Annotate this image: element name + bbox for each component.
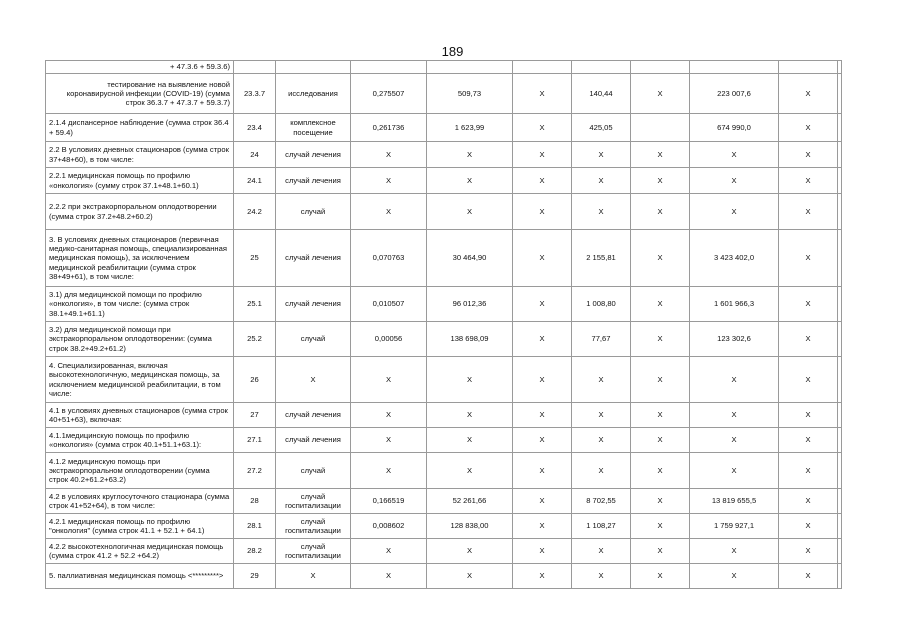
row-cell: X [779, 489, 838, 514]
row-code-cell [234, 61, 276, 74]
row-cell: X [779, 514, 838, 539]
row-cost-cell: 1 623,99 [427, 114, 513, 142]
row-cell: X [572, 142, 631, 168]
row-cell: X [631, 168, 690, 194]
table-row [46, 357, 842, 403]
row-unit-cell: случай [276, 453, 351, 489]
row-code-cell: 27 [234, 403, 276, 428]
table-row [46, 168, 842, 194]
row-cell: X [513, 142, 572, 168]
row-cell [838, 194, 842, 230]
row-cost-cell [427, 61, 513, 74]
page-number: 189 [441, 44, 464, 59]
row-cost-cell: 138 698,09 [427, 322, 513, 357]
row-cell: X [572, 539, 631, 564]
row-cell: X [779, 287, 838, 322]
row-cell: X [572, 564, 631, 589]
row-cell: 1 008,80 [572, 287, 631, 322]
row-cell: X [513, 539, 572, 564]
row-name-cell: 2.2.1 медицинская помощь по профилю «онкология» (сумму строк 37.1+48.1+60.1) [46, 168, 234, 194]
row-cell: X [690, 194, 779, 230]
row-cell [838, 230, 842, 287]
table-row [46, 514, 842, 539]
row-cost-cell: X [427, 142, 513, 168]
row-cell: X [513, 287, 572, 322]
row-code-cell: 27.1 [234, 428, 276, 453]
row-unit-cell: случай лечения [276, 230, 351, 287]
row-cell: 425,05 [572, 114, 631, 142]
table-row [46, 322, 842, 357]
row-cell: X [631, 403, 690, 428]
row-cell: X [513, 403, 572, 428]
row-cost-cell: X [427, 357, 513, 403]
table-row [46, 74, 842, 114]
row-code-cell: 25.2 [234, 322, 276, 357]
table-row [46, 539, 842, 564]
row-cell: X [690, 428, 779, 453]
row-cell: X [513, 230, 572, 287]
row-cell [572, 61, 631, 74]
row-name-cell: 2.2 В условиях дневных стационаров (сумма строк 37+48+60), в том числе: [46, 142, 234, 168]
row-cell: X [690, 564, 779, 589]
row-unit-cell: случай [276, 322, 351, 357]
row-cell [631, 61, 690, 74]
row-unit-cell: случай госпитализации [276, 514, 351, 539]
row-code-cell: 24 [234, 142, 276, 168]
row-cost-cell: X [427, 539, 513, 564]
row-unit-cell: случай лечения [276, 403, 351, 428]
row-cell [838, 564, 842, 589]
row-cost-cell: 128 838,00 [427, 514, 513, 539]
row-norm-cell: X [351, 194, 427, 230]
row-cost-cell: X [427, 564, 513, 589]
row-cell [838, 428, 842, 453]
row-cell: X [631, 230, 690, 287]
row-code-cell: 28 [234, 489, 276, 514]
table-row [46, 230, 842, 287]
row-name-cell: 4. Специализированная, включая высокотехнологичную, медицинская помощь, за исключением медицинской реабилитации, в том числе: [46, 357, 234, 403]
row-cell: X [513, 322, 572, 357]
row-cell [838, 539, 842, 564]
row-norm-cell: X [351, 453, 427, 489]
row-unit-cell: X [276, 357, 351, 403]
row-cell: X [572, 168, 631, 194]
row-unit-cell [276, 61, 351, 74]
row-cell: X [572, 453, 631, 489]
row-cell: X [690, 539, 779, 564]
row-cell: X [779, 142, 838, 168]
row-cost-cell: X [427, 168, 513, 194]
row-cost-cell: X [427, 453, 513, 489]
row-cell: X [631, 514, 690, 539]
row-cell: X [779, 74, 838, 114]
row-cell: 123 302,6 [690, 322, 779, 357]
row-cell: X [690, 168, 779, 194]
row-cell: 1 759 927,1 [690, 514, 779, 539]
row-norm-cell: 0,261736 [351, 114, 427, 142]
tariff-table [45, 60, 842, 589]
row-cell: 77,67 [572, 322, 631, 357]
table-row [46, 142, 842, 168]
row-name-cell: 4.1.2 медицинскую помощь при экстракорпоральном оплодотворении (сумма строк 40.2+61.2+63.2) [46, 453, 234, 489]
row-norm-cell: 0,275507 [351, 74, 427, 114]
row-cell: 674 990,0 [690, 114, 779, 142]
table-row [46, 428, 842, 453]
row-cost-cell: 96 012,36 [427, 287, 513, 322]
row-norm-cell: 0,070763 [351, 230, 427, 287]
row-cell: 2 155,81 [572, 230, 631, 287]
row-name-cell: 4.2.1 медицинская помощь по профилю "онкология" (сумма строк 41.1 + 52.1 + 64.1) [46, 514, 234, 539]
row-cell: X [572, 194, 631, 230]
table-row [46, 61, 842, 74]
row-name-cell: тестирование на выявление новой коронавирусной инфекции (COVID-19) (сумма строк 36.3.7 + 47.3.7 + 59.3.7) [46, 74, 234, 114]
row-cost-cell: 509,73 [427, 74, 513, 114]
table-row [46, 564, 842, 589]
row-name-cell: 4.1.1медицинскую помощь по профилю «онкология» (сумма строк 40.1+51.1+63.1): [46, 428, 234, 453]
table-row [46, 114, 842, 142]
row-cell: 1 601 966,3 [690, 287, 779, 322]
row-cell [838, 357, 842, 403]
row-norm-cell: X [351, 357, 427, 403]
row-cell: X [779, 322, 838, 357]
row-cell [838, 453, 842, 489]
row-unit-cell: исследования [276, 74, 351, 114]
row-code-cell: 29 [234, 564, 276, 589]
row-cell [838, 287, 842, 322]
row-code-cell: 27.2 [234, 453, 276, 489]
row-cell: X [572, 357, 631, 403]
table-row [46, 489, 842, 514]
row-cell: X [631, 287, 690, 322]
row-cell: X [513, 428, 572, 453]
row-cell: X [513, 357, 572, 403]
row-cell: X [513, 114, 572, 142]
row-norm-cell: X [351, 142, 427, 168]
row-cell [838, 114, 842, 142]
row-name-cell: 3.2) для медицинской помощи при экстракорпоральном оплодотворении: (сумма строк 38.2+49.2+61.2) [46, 322, 234, 357]
row-cell: X [631, 357, 690, 403]
row-name-cell: 4.2 в условиях круглосуточного стационара (сумма строк 41+52+64), в том числе: [46, 489, 234, 514]
row-cell [838, 168, 842, 194]
row-cell: X [631, 74, 690, 114]
row-code-cell: 23.4 [234, 114, 276, 142]
row-cell: X [779, 194, 838, 230]
row-cell: X [513, 564, 572, 589]
table-row [46, 194, 842, 230]
row-cell: 223 007,6 [690, 74, 779, 114]
row-code-cell: 28.2 [234, 539, 276, 564]
row-norm-cell: X [351, 168, 427, 194]
row-code-cell: 24.2 [234, 194, 276, 230]
row-cell [513, 61, 572, 74]
row-cell: X [779, 168, 838, 194]
row-unit-cell: случай лечения [276, 168, 351, 194]
row-cell [631, 114, 690, 142]
row-norm-cell: 0,00056 [351, 322, 427, 357]
table-row [46, 453, 842, 489]
row-norm-cell: X [351, 428, 427, 453]
row-cell [838, 142, 842, 168]
row-norm-cell: 0,008602 [351, 514, 427, 539]
row-cell: X [631, 142, 690, 168]
row-unit-cell: комплексное посещение [276, 114, 351, 142]
row-cell: X [631, 489, 690, 514]
row-code-cell: 26 [234, 357, 276, 403]
row-cell [838, 74, 842, 114]
row-cell: X [513, 489, 572, 514]
row-cell: X [690, 403, 779, 428]
row-unit-cell: случай лечения [276, 287, 351, 322]
row-cell: 13 819 655,5 [690, 489, 779, 514]
row-norm-cell: X [351, 539, 427, 564]
row-cell: X [631, 564, 690, 589]
row-unit-cell: случай лечения [276, 428, 351, 453]
row-cell [838, 489, 842, 514]
row-name-cell: 4.2.2 высокотехнологичная медицинская помощь (сумма строк 41.2 + 52.2 +64.2) [46, 539, 234, 564]
row-cell: X [513, 74, 572, 114]
row-cell: X [690, 453, 779, 489]
row-cell: X [572, 428, 631, 453]
row-name-cell: 3.1) для медицинской помощи по профилю «онкология», в том числе: (сумма строк 38.1+49.1+61.1) [46, 287, 234, 322]
row-norm-cell: X [351, 403, 427, 428]
row-unit-cell: X [276, 564, 351, 589]
row-cell: X [631, 194, 690, 230]
row-cell [838, 61, 842, 74]
row-cell: X [690, 142, 779, 168]
row-cell: X [513, 514, 572, 539]
row-name-cell: 4.1 в условиях дневных стационаров (сумма строк 40+51+63), включая: [46, 403, 234, 428]
row-cell [838, 403, 842, 428]
row-cell: X [779, 403, 838, 428]
row-norm-cell: 0,010507 [351, 287, 427, 322]
table-row [46, 403, 842, 428]
table-row [46, 287, 842, 322]
row-cell: 3 423 402,0 [690, 230, 779, 287]
row-name-cell: 2.1.4 диспансерное наблюдение (сумма строк 36.4 + 59.4) [46, 114, 234, 142]
row-cell: 1 108,27 [572, 514, 631, 539]
row-cell: X [779, 357, 838, 403]
row-cell: 8 702,55 [572, 489, 631, 514]
row-unit-cell: случай госпитализации [276, 539, 351, 564]
row-cost-cell: X [427, 403, 513, 428]
row-code-cell: 28.1 [234, 514, 276, 539]
row-unit-cell: случай [276, 194, 351, 230]
row-cell: X [513, 168, 572, 194]
row-code-cell: 24.1 [234, 168, 276, 194]
row-name-cell: 3. В условиях дневных стационаров (первичная медико-санитарная помощь, специализированная медицинская помощь), за исключением медицинской реабилитации (сумма строк 38+49+61), в том числе: [46, 230, 234, 287]
row-cost-cell: X [427, 428, 513, 453]
row-cell: X [690, 357, 779, 403]
row-cell: X [779, 453, 838, 489]
row-cell: X [779, 114, 838, 142]
row-unit-cell: случай госпитализации [276, 489, 351, 514]
row-cell: 140,44 [572, 74, 631, 114]
row-code-cell: 25.1 [234, 287, 276, 322]
row-cell: X [513, 453, 572, 489]
row-code-cell: 23.3.7 [234, 74, 276, 114]
row-cell: X [631, 453, 690, 489]
row-cost-cell: 30 464,90 [427, 230, 513, 287]
row-code-cell: 25 [234, 230, 276, 287]
row-cell: X [779, 564, 838, 589]
row-cell: X [779, 428, 838, 453]
row-cell: X [631, 428, 690, 453]
row-cell: X [779, 230, 838, 287]
row-cell [779, 61, 838, 74]
row-unit-cell: случай лечения [276, 142, 351, 168]
row-cell [838, 322, 842, 357]
row-norm-cell: X [351, 564, 427, 589]
row-cell [690, 61, 779, 74]
row-cell: X [631, 539, 690, 564]
row-cell: X [572, 403, 631, 428]
row-name-cell: 2.2.2 при экстракорпоральном оплодотворении (сумма строк 37.2+48.2+60.2) [46, 194, 234, 230]
row-cell: X [779, 539, 838, 564]
row-norm-cell [351, 61, 427, 74]
row-cell: X [631, 322, 690, 357]
row-cost-cell: X [427, 194, 513, 230]
row-cost-cell: 52 261,66 [427, 489, 513, 514]
row-name-cell: 5. паллиативная медицинская помощь <*********> [46, 564, 234, 589]
row-cell: X [513, 194, 572, 230]
row-cell [838, 514, 842, 539]
row-name-cell: + 47.3.6 + 59.3.6) [46, 61, 234, 74]
row-norm-cell: 0,166519 [351, 489, 427, 514]
